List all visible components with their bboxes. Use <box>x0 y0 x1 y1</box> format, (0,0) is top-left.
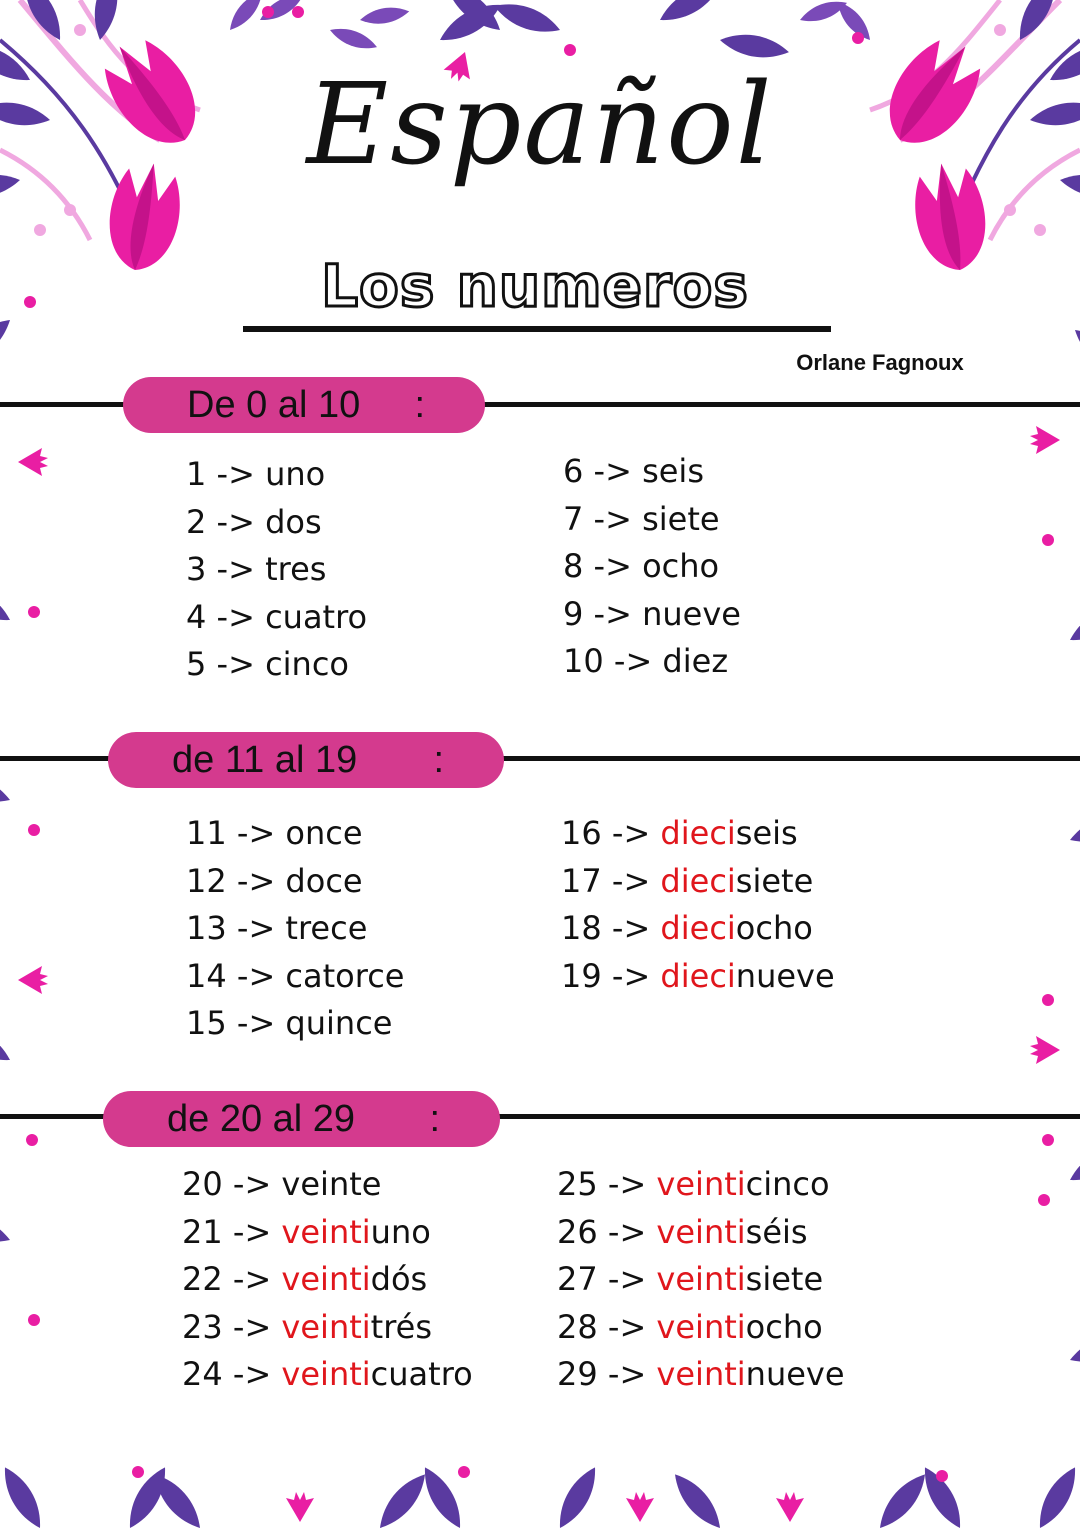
section-2-left-list <box>186 810 404 1048</box>
number-arrow: -> <box>611 909 651 947</box>
number-arrow: -> <box>613 642 653 680</box>
right-edge-leaves <box>1030 322 1080 1370</box>
number-word: uno <box>370 1212 431 1251</box>
number-word: dós <box>370 1260 428 1298</box>
number-arrow: -> <box>236 1004 276 1042</box>
author-name: Orlane Fagnoux <box>796 350 964 375</box>
number-row <box>186 546 367 594</box>
number-row <box>563 448 741 496</box>
number-word-prefix: veinti <box>656 1260 746 1298</box>
section-3-heading-text: de 20 al 29 <box>167 1098 356 1140</box>
number-digit: 22 <box>182 1260 223 1298</box>
page-subtitle: Los numeros <box>321 252 749 320</box>
number-word: quince <box>285 1004 393 1042</box>
section-3-right-list <box>557 1161 845 1399</box>
number-row <box>557 1256 845 1304</box>
left-edge-leaves <box>0 296 48 1364</box>
number-row <box>186 499 367 547</box>
number-row <box>186 1000 404 1048</box>
number-digit: 17 <box>561 861 602 900</box>
number-digit: 28 <box>557 1307 598 1346</box>
number-word: seis <box>642 452 704 490</box>
number-row <box>182 1304 473 1352</box>
number-arrow: -> <box>607 1355 647 1393</box>
number-arrow: -> <box>593 594 632 633</box>
number-digit: 27 <box>557 1260 598 1298</box>
number-word: siete <box>745 1260 824 1298</box>
number-row <box>186 810 404 858</box>
number-word: dos <box>265 502 322 541</box>
number-arrow: -> <box>236 814 276 852</box>
number-row <box>557 1304 845 1352</box>
number-word: ocho <box>735 909 813 947</box>
number-arrow: -> <box>216 502 255 541</box>
number-word: ocho <box>642 547 720 585</box>
number-digit: 11 <box>186 814 227 852</box>
number-word: cinco <box>265 645 349 683</box>
section-2-heading-colon: : <box>433 739 444 781</box>
number-word: catorce <box>285 956 405 995</box>
number-word-prefix: dieci <box>660 909 736 947</box>
number-row <box>182 1256 473 1304</box>
number-digit: 21 <box>182 1212 223 1251</box>
number-digit: 23 <box>182 1307 223 1346</box>
section-1-heading <box>123 377 485 433</box>
number-row <box>186 451 367 499</box>
number-arrow: -> <box>611 814 651 852</box>
number-arrow: -> <box>236 909 276 947</box>
number-digit: 14 <box>186 956 227 995</box>
number-arrow: -> <box>236 861 276 900</box>
number-digit: 19 <box>561 956 602 995</box>
section-1-heading-text: De 0 al 10 <box>187 384 361 426</box>
top-right-flowers <box>832 0 1080 276</box>
section-3-heading <box>103 1091 500 1147</box>
number-arrow: -> <box>216 455 255 493</box>
number-row <box>182 1161 473 1209</box>
number-row <box>186 953 404 1001</box>
number-row <box>557 1161 845 1209</box>
number-digit: 13 <box>186 909 227 947</box>
number-word: doce <box>285 861 363 900</box>
number-row <box>182 1351 473 1399</box>
number-word: diez <box>662 642 729 680</box>
section-3-heading-colon: : <box>429 1098 440 1140</box>
number-word: uno <box>265 455 326 493</box>
number-row <box>561 810 835 858</box>
number-row <box>186 858 404 906</box>
number-arrow: -> <box>611 861 651 900</box>
section-1-right-list <box>563 448 741 686</box>
number-arrow: -> <box>607 1165 647 1203</box>
number-word: trece <box>285 909 368 947</box>
number-word: trés <box>370 1307 433 1346</box>
number-word-prefix: dieci <box>660 861 736 900</box>
number-row <box>561 858 835 906</box>
number-row <box>561 953 835 1001</box>
number-digit: 3 <box>186 550 207 588</box>
subtitle-underline <box>243 326 831 332</box>
number-word: cuatro <box>370 1355 473 1393</box>
number-row <box>186 594 367 642</box>
section-2-heading-text: de 11 al 19 <box>172 739 358 781</box>
number-word-prefix: veinti <box>281 1355 371 1393</box>
number-digit: 9 <box>563 594 584 633</box>
number-digit: 12 <box>186 861 227 900</box>
number-arrow: -> <box>607 1260 647 1298</box>
number-digit: 20 <box>182 1165 223 1203</box>
number-row <box>563 543 741 591</box>
section-3-left-list <box>182 1161 473 1399</box>
number-digit: 2 <box>186 502 207 541</box>
number-digit: 1 <box>186 455 207 493</box>
section-2-right-list <box>561 810 835 1000</box>
number-word: nueve <box>745 1355 845 1393</box>
number-arrow: -> <box>607 1307 647 1346</box>
number-digit: 7 <box>563 499 584 538</box>
number-arrow: -> <box>232 1355 272 1393</box>
number-digit: 10 <box>563 642 604 680</box>
number-arrow: -> <box>216 597 255 636</box>
number-word: siete <box>735 861 814 900</box>
number-word: nueve <box>735 956 835 995</box>
number-word-prefix: veinti <box>281 1212 371 1251</box>
number-word-prefix: veinti <box>656 1212 746 1251</box>
number-arrow: -> <box>593 499 632 538</box>
number-arrow: -> <box>216 645 255 683</box>
number-row <box>557 1209 845 1257</box>
number-word-prefix: dieci <box>660 814 736 852</box>
number-arrow: -> <box>593 547 632 585</box>
page-title: Español <box>306 60 774 190</box>
number-digit: 15 <box>186 1004 227 1042</box>
number-word: siete <box>642 499 720 538</box>
number-word-prefix: dieci <box>660 956 736 995</box>
number-arrow: -> <box>607 1212 647 1251</box>
number-digit: 24 <box>182 1355 223 1393</box>
number-arrow: -> <box>216 550 255 588</box>
number-row <box>561 905 835 953</box>
number-word: seis <box>735 814 798 852</box>
number-digit: 6 <box>563 452 584 490</box>
number-digit: 4 <box>186 597 207 636</box>
number-digit: 29 <box>557 1355 598 1393</box>
number-arrow: -> <box>593 452 632 490</box>
section-1-heading-colon: : <box>414 384 425 426</box>
number-word-prefix: veinti <box>281 1307 371 1346</box>
number-row <box>182 1209 473 1257</box>
top-left-flowers <box>0 0 307 276</box>
number-row <box>186 905 404 953</box>
number-row <box>557 1351 845 1399</box>
number-word-prefix: veinti <box>656 1165 746 1203</box>
number-arrow: -> <box>232 1165 272 1203</box>
number-row <box>563 591 741 639</box>
number-arrow: -> <box>232 1260 272 1298</box>
number-arrow: -> <box>611 956 651 995</box>
number-row <box>186 641 367 689</box>
number-word-prefix: veinti <box>656 1307 746 1346</box>
bottom-edge-leaves <box>0 1462 1080 1528</box>
number-row <box>563 496 741 544</box>
number-word: cinco <box>745 1165 830 1203</box>
number-word: tres <box>265 550 327 588</box>
number-row <box>563 638 741 686</box>
number-digit: 8 <box>563 547 584 585</box>
number-word: ocho <box>745 1307 823 1346</box>
number-arrow: -> <box>236 956 276 995</box>
number-word-prefix: veinti <box>281 1260 371 1298</box>
number-digit: 5 <box>186 645 207 683</box>
number-arrow: -> <box>232 1212 272 1251</box>
number-word: séis <box>745 1212 808 1251</box>
number-arrow: -> <box>232 1307 272 1346</box>
number-word: veinte <box>281 1165 382 1203</box>
number-word: cuatro <box>265 597 368 636</box>
number-digit: 16 <box>561 814 602 852</box>
section-1-left-list <box>186 451 367 689</box>
number-word: once <box>285 814 363 852</box>
number-digit: 18 <box>561 909 602 947</box>
section-2-heading <box>108 732 504 788</box>
number-digit: 25 <box>557 1165 598 1203</box>
number-digit: 26 <box>557 1212 598 1251</box>
number-word: nueve <box>642 594 741 633</box>
number-word-prefix: veinti <box>656 1355 746 1393</box>
